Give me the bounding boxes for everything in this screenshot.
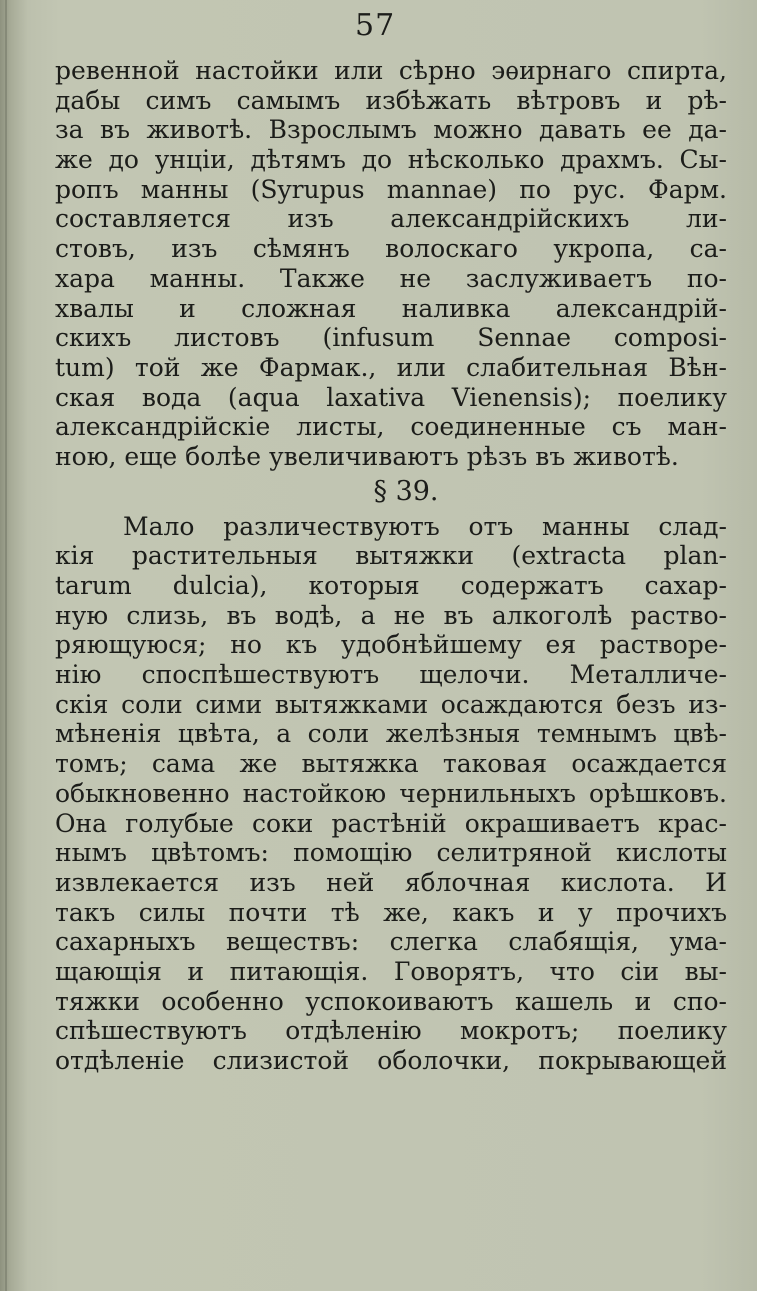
text-line: щающія и питающія. Говорятъ, что сіи вы- (55, 956, 727, 986)
text-line: нымъ цвѣтомъ: помощію селитряной кислоты (55, 838, 727, 868)
text-line: же до унціи, дѣтямъ до нѣсколько драхмъ. Сы- (55, 145, 727, 175)
text-line: tarum dulcia), которыя содержатъ сахар- (55, 571, 727, 600)
text-line: дабы симъ самымъ избѣжать вѣтровъ и рѣ- (55, 85, 727, 115)
text-line: хвалы и сложная наливка александрій- (55, 293, 727, 323)
text-line: ская вода (aqua laxativa Vienensis); поелику (55, 382, 727, 412)
text-line: за въ животѣ. Взрослымъ можно давать ее да- (55, 115, 727, 145)
body-text (55, 56, 727, 1076)
page-number: 57 (355, 8, 396, 43)
text-line: такъ силы почти тѣ же, какъ и у прочихъ (55, 897, 727, 927)
text-line: александрійскіе листы, соединенные съ ман- (55, 412, 727, 442)
text-line: ропъ манны (Syrupus mannae) по рус. Фарм. (55, 174, 727, 204)
text-line: ревенной настойки или сѣрно эѳирнаго спирта, (55, 56, 727, 85)
text-line: мѣненія цвѣта, а соли желѣзныя темнымъ цвѣ- (55, 719, 727, 749)
text-line: скія соли сими вытяжками осаждаются безъ из- (55, 689, 727, 719)
text-line: составляется изъ александрійскихъ ли- (55, 204, 727, 234)
text-line: сахарныхъ веществъ: слегка слабящія, ума- (55, 927, 727, 957)
text-line: ною, еще болѣе увеличиваютъ рѣзъ въ животѣ. (55, 441, 679, 471)
text-line: отдѣленіе слизистой оболочки, покрывающей (55, 1046, 727, 1075)
text-line: скихъ листовъ (infusum Sennae composi- (55, 323, 727, 353)
text-line: ную слизь, въ водѣ, а не въ алкоголѣ раство- (55, 600, 727, 630)
text-line: ряющуюся; но къ удобнѣйшему ея растворе- (55, 630, 727, 660)
paragraph (55, 56, 727, 472)
text-line: томъ; сама же вытяжка таковая осаждается (55, 749, 727, 779)
text-line: спѣшествуютъ отдѣленію мокротъ; поелику (55, 1016, 727, 1046)
text-line: нію споспѣшествуютъ щелочи. Металличе- (55, 660, 727, 690)
text-line: стовъ, изъ сѣмянъ волоскаго укропа, са- (55, 234, 727, 264)
text-line: tum) той же Фармак., или слабительная Вѣн- (55, 352, 727, 382)
text-line: хара манны. Также не заслуживаетъ по- (55, 263, 727, 293)
section-heading: § 39. (373, 475, 439, 507)
text-line: Мало различествуютъ отъ манны слад- (123, 511, 727, 541)
text-line: тяжки особенно успокоиваютъ кашель и спо- (55, 986, 727, 1016)
paragraph (55, 512, 727, 1076)
text-line: кія растительныя вытяжки (extracta plan- (55, 541, 727, 571)
text-line: Она голубые соки растѣній окрашиваетъ крас- (55, 808, 727, 838)
page-gutter (5, 0, 7, 1291)
text-line: обыкновенно настойкою чернильныхъ орѣшковъ. (55, 778, 727, 808)
text-line: извлекается изъ ней яблочная кислота. И (55, 867, 727, 897)
